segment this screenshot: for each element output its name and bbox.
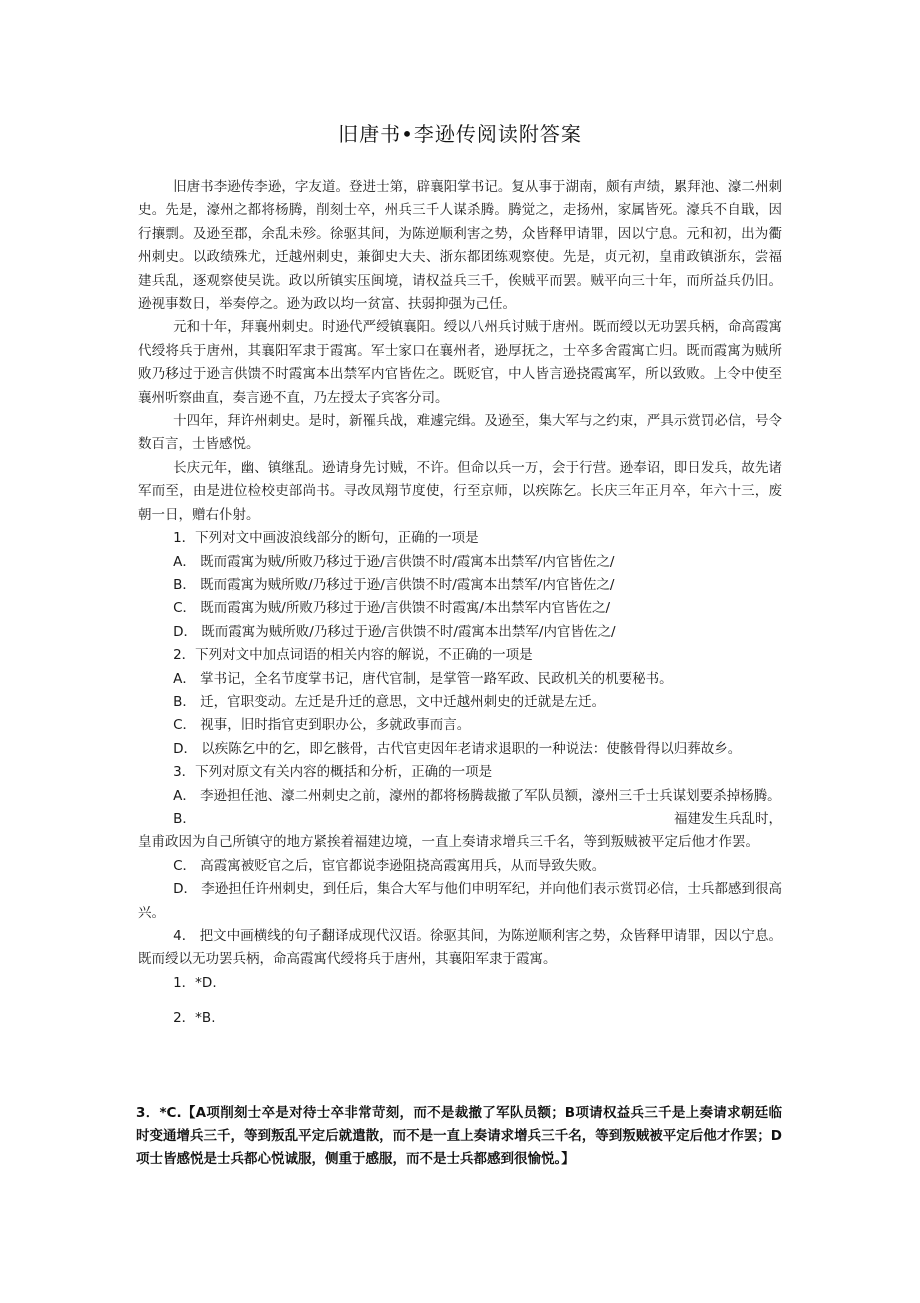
question-1-stem: 1．下列对文中画波浪线部分的断句，正确的一项是 bbox=[173, 530, 479, 547]
question-3-option-a: A． 李逊担任池、濠二州刺史之前，濠州的都将杨腾裁撤了军队员额，濠州三千士兵谋划要杀掉杨腾。 bbox=[173, 787, 781, 804]
question-3-option-b-right: 福建发生兵乱时， bbox=[674, 810, 782, 827]
question-1-option-d: D． 既而霞寓为贼所败/乃移过于逊/言供馈不时/霞寓本出禁军/内官皆佐之/ bbox=[173, 623, 616, 640]
question-3-option-d: D． 李逊担任许州刺史，到任后，集合大军与他们申明军纪，并向他们表示赏罚必信，士兵都感到很高兴。 bbox=[138, 881, 782, 921]
question-2-option-a: A． 掌书记，全名节度掌书记，唐代官制，是掌管一路军政、民政机关的机要秘书。 bbox=[173, 670, 673, 687]
answer-1: 1．*D. bbox=[173, 974, 217, 991]
paragraph-1: 旧唐书李逊传李逊，字友道。登进士第，辟襄阳掌书记。复从事于湖南，颇有声绩，累拜池、濠二州刺史。先是，濠州之都将杨腾，削刻士卒，州兵三千人谋杀腾。腾觉之，走扬州，家属皆死。濠兵不自戢，因行攘剽。及逊至郡，余乱未殄。徐驱其间，为陈逆顺利害之势，众皆释甲请罪，因以宁息。元和初，出为衢州刺史。以政绩殊尤，迁越州刺史，兼御史大夫、浙东都团练观察使。先是，贞元初，皇甫政镇浙东，尝福建兵乱，逐观察使吴诜。政以所镇实压闽境，请权益兵三千，俟贼平而罢。贼平向三十年，而所益兵仍旧。逊视事数日，举奏停之。逊为政以均一贫富、扶弱抑强为己任。 bbox=[138, 179, 782, 313]
question-3-option-c: C． 高霞寓被贬官之后，宦官都说李逊阻挠高霞寓用兵，从而导致失败。 bbox=[173, 857, 606, 874]
question-3-option-b-label: B． bbox=[173, 810, 196, 827]
question-2-option-d: D． 以疾陈乞中的乞，即乞骸骨，古代官吏因年老请求退职的一种说法：使骸骨得以归葬故乡。 bbox=[173, 740, 742, 757]
question-1-option-c: C． 既而霞寓为贼/所败乃移过于逊/言供馈不时霞寓/本出禁军内官皆佐之/ bbox=[173, 600, 611, 617]
document-body bbox=[138, 176, 782, 1031]
question-3-option-b-rest: 皇甫政因为自己所镇守的地方紧挨着福建边境，一直上奏请求增兵三千名，等到叛贼被平定后他才作罢。 bbox=[138, 834, 759, 851]
question-1-option-b: B． 既而霞寓为贼所败/乃移过于逊/言供馈不时/霞寓本出禁军/内官皆佐之/ bbox=[173, 576, 615, 593]
question-1-option-a: A． 既而霞寓为贼/所败乃移过于逊/言供馈不时/霞寓本出禁军/内官皆佐之/ bbox=[173, 553, 615, 570]
question-2-option-b: B． 迁，官职变动。左迁是升迁的意思，文中迁越州刺史的迁就是左迁。 bbox=[173, 693, 606, 710]
page-title: 旧唐书•李逊传阅读附答案 bbox=[338, 122, 582, 146]
question-2-stem: 2．下列对文中加点词语的相关内容的解说，不正确的一项是 bbox=[173, 647, 533, 664]
answer-2: 2．*B. bbox=[173, 1010, 216, 1027]
question-4-stem: 4． 把文中画横线的句子翻译成现代汉语。徐驱其间，为陈逆顺利害之势，众皆释甲请罪，因以宁息。既而绶以无功罢兵柄，命高霞寓代绶将兵于唐州，其襄阳军隶于霞寓。 bbox=[138, 928, 782, 968]
answer-3: 3．*C.【A项削刻士卒是对待士卒非常苛刻，而不是裁撤了军队员额；B项请权益兵三千是上奏请求朝廷临时变通增兵三千，等到叛乱平定后就遣散，而不是一直上奏请求增兵三千名，等到叛贼被平定后他才作罢；D项士皆感悦是士兵都心悦诚服，侧重于感服，而不是士兵都感到很愉悦。】 bbox=[136, 1105, 782, 1167]
question-3-option-b-line bbox=[138, 808, 782, 831]
paragraph-4: 长庆元年，幽、镇继乱。逊请身先讨贼，不许。但命以兵一万，会于行营。逊奉诏，即日发兵，故先诸军而至，由是进位检校吏部尚书。寻改凤翔节度使，行至京师，以疾陈乞。长庆三年正月卒，年六十三，废朝一日，赠右仆射。 bbox=[138, 459, 782, 523]
question-3-stem: 3．下列对原文有关内容的概括和分析，正确的一项是 bbox=[173, 764, 493, 781]
question-2-option-c: C． 视事，旧时指官吏到职办公，多就政事而言。 bbox=[173, 717, 471, 734]
paragraph-3: 十四年，拜许州刺史。是时，新罹兵战，难遽完缉。及逊至，集大军与之约束，严具示赏罚必信，号令数百言，士皆感悦。 bbox=[138, 413, 782, 453]
paragraph-2: 元和十年，拜襄州刺史。时逊代严绶镇襄阳。绶以八州兵讨贼于唐州。既而绶以无功罢兵柄，命高霞寓代绶将兵于唐州，其襄阳军隶于霞寓。军士家口在襄州者，逊厚抚之，士卒多舍霞寓亡归。既而霞寓为贼所败乃移过于逊言供馈不时霞寓本出禁军内官皆佐之。既贬官，中人皆言逊挠霞寓军，所以致败。上令中使至襄州听察曲直，奏言逊不直，乃左授太子宾客分司。 bbox=[138, 319, 782, 406]
